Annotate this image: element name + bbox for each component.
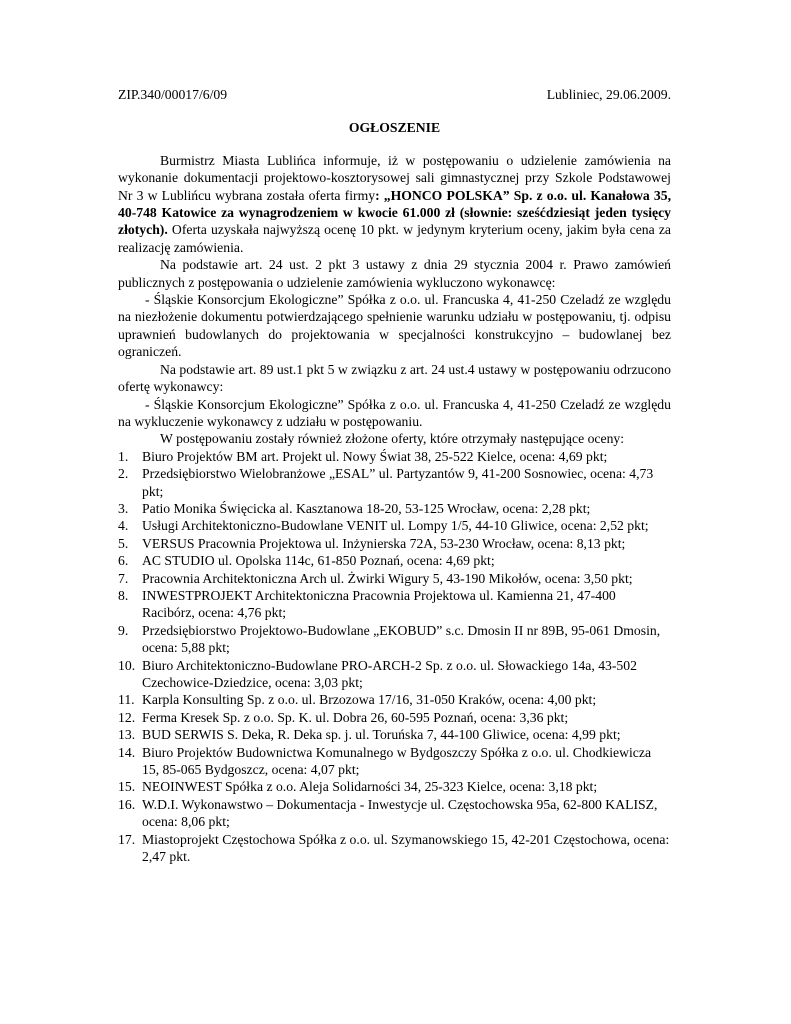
list-item-text: Patio Monika Święcicka al. Kasztanowa 18-20, 53-125 Wrocław, ocena: 2,28 pkt; [142, 500, 591, 516]
excluded-paragraph: Na podstawie art. 24 ust. 2 pkt 3 ustawy z dnia 29 stycznia 2004 r. Prawo zamówień publicznych z postępowania o udzielenie zamówienia wykluczono wykonawcę: [118, 257, 671, 290]
list-item [118, 570, 671, 587]
list-item [118, 796, 671, 831]
excluded-contractor: - Śląskie Konsorcjum Ekologiczne” Spółka z o.o. ul. Francuska 4, 41-250 Czeladź ze względu na niezłożenie dokumentu potwierdzającego spełnienie warunku udziału w postępowaniu, tj. odpisu uprawnień budowlanych do projektowania w specjalności konstrukcyjno – budowlanej bez ograniczeń. [118, 292, 671, 360]
list-item-number: 10. [118, 657, 136, 673]
list-item-number: 5. [118, 535, 129, 551]
list-item-number: 12. [118, 709, 136, 725]
list-item-number: 11. [118, 692, 135, 708]
list-item-text: Ferma Kresek Sp. z o.o. Sp. K. ul. Dobra 26, 60-595 Poznań, ocena: 3,36 pkt; [142, 709, 569, 725]
list-item [118, 744, 671, 779]
list-item-number: 16. [118, 796, 136, 812]
list-item-text: INWESTPROJEKT Architektoniczna Pracownia Projektowa ul. Kamienna 21, 47-400 Racibórz, ocena: 4,76 pkt; [142, 587, 616, 621]
list-item-text: Pracownia Architektoniczna Arch ul. Żwirki Wigury 5, 43-190 Mikołów, ocena: 3,50 pkt; [142, 570, 633, 586]
list-item [118, 517, 671, 534]
list-item-text: VERSUS Pracownia Projektowa ul. Inżynierska 72A, 53-230 Wrocław, ocena: 8,13 pkt; [142, 535, 626, 551]
rejected-contractor: - Śląskie Konsorcjum Ekologiczne” Spółka z o.o. ul. Francuska 4, 41-250 Czeladź ze względu na wykluczenie wykonawcy z udziału w postępowaniu. [118, 396, 671, 429]
intro-text-2: Oferta uzyskała najwyższą ocenę 10 pkt. w jedynym kryterium oceny, jakim była cena za realizację zamówienia. [118, 222, 671, 255]
list-item [118, 691, 671, 708]
list-item-text: NEOINWEST Spółka z o.o. Aleja Solidarności 34, 25-323 Kielce, ocena: 3,18 pkt; [142, 779, 598, 795]
list-item-number: 17. [118, 831, 136, 847]
list-item [118, 448, 671, 465]
winning-offer: : „HONCO POLSKA” Sp. z o.o. ul. Kanałowa 35, 40-748 Katowice za wynagrodzeniem w kwocie 61.000 zł (słownie: sześćdziesiąt jeden tysięcy złotych). [118, 187, 671, 238]
list-item [118, 726, 671, 743]
list-item-text: Biuro Projektów BM art. Projekt ul. Nowy Świat 38, 25-522 Kielce, ocena: 4,69 pkt; [142, 448, 608, 464]
place-and-date: Lubliniec, 29.06.2009. [546, 87, 671, 102]
list-item [118, 657, 671, 692]
list-item-text: Karpla Konsulting Sp. z o.o. ul. Brzozowa 17/16, 31-050 Kraków, ocena: 4,00 pkt; [142, 692, 597, 708]
list-item [118, 535, 671, 552]
rejected-paragraph: Na podstawie art. 89 ust.1 pkt 5 w związku z art. 24 ust.4 ustawy w postępowaniu odrzucono ofertę wykonawcy: [118, 361, 671, 395]
list-item-number: 2. [118, 466, 129, 482]
list-item-text: Biuro Architektoniczno-Budowlane PRO-ARCH-2 Sp. z o.o. ul. Słowackiego 14a, 43-502 Czechowice-Dziedzice, ocena: 3,03 pkt; [142, 657, 637, 690]
list-item-number: 9. [118, 622, 129, 638]
offers-list [118, 448, 671, 866]
list-item [118, 552, 671, 569]
document-title: OGŁOSZENIE [348, 120, 441, 136]
list-item-number: 1. [118, 448, 129, 464]
offers-intro: W postępowaniu zostały również złożone oferty, które otrzymały następujące oceny: [160, 431, 625, 447]
document-page [118, 86, 671, 865]
list-item [118, 500, 671, 517]
list-item-number: 15. [118, 779, 136, 795]
list-item [118, 709, 671, 726]
list-item-number: 6. [118, 553, 129, 569]
list-item-text: Miastoprojekt Częstochowa Spółka z o.o. ul. Szymanowskiego 15, 42-201 Częstochowa, ocena: 2,47 pkt. [142, 831, 670, 865]
list-item-text: AC STUDIO ul. Opolska 114c, 61-850 Poznań, ocena: 4,69 pkt; [142, 553, 495, 569]
list-item-number: 8. [118, 587, 129, 603]
list-item-number: 7. [118, 570, 129, 586]
list-item [118, 831, 671, 866]
list-item [118, 587, 671, 622]
list-item [118, 778, 671, 795]
intro-paragraph [118, 152, 671, 256]
list-item-text: W.D.I. Wykonawstwo – Dokumentacja - Inwestycje ul. Częstochowska 95a, 62-800 KALISZ, ocena: 8,06 pkt; [142, 796, 658, 830]
list-item-text: BUD SERWIS S. Deka, R. Deka sp. j. ul. Toruńska 7, 44-100 Gliwice, ocena: 4,99 pkt; [142, 727, 621, 743]
list-item-number: 13. [118, 727, 136, 743]
list-item-text: Przedsiębiorstwo Projektowo-Budowlane „EKOBUD” s.c. Dmosin II nr 89B, 95-061 Dmosin, ocena: 5,88 pkt; [142, 622, 661, 656]
list-item-text: Przedsiębiorstwo Wielobranżowe „ESAL” ul. Partyzantów 9, 41-200 Sosnowiec, ocena: 4,73 pkt; [142, 466, 654, 499]
list-item-text: Biuro Projektów Budownictwa Komunalnego w Bydgoszczy Spółka z o.o. ul. Chodkiewicza 15, 85-065 Bydgoszcz, ocena: 4,07 pkt; [142, 744, 652, 778]
list-item-number: 3. [118, 500, 129, 516]
list-item-number: 14. [118, 744, 136, 760]
reference-number: ZIP.340/00017/6/09 [118, 87, 228, 102]
list-item-text: Usługi Architektoniczno-Budowlane VENIT ul. Lompy 1/5, 44-10 Gliwice, ocena: 2,52 pkt; [142, 518, 649, 534]
intro-text-1: Burmistrz Miasta Lublińca informuje, iż w postępowaniu o udzielenie zamówienia na wykonanie dokumentacji projektowo-kosztorysowej sali gimnastycznej przy Szkole Podstawowej Nr 3 w Lublińcu wybrana została oferta firmy [118, 152, 671, 203]
document-header [118, 86, 671, 103]
list-item [118, 622, 671, 657]
list-item [118, 465, 671, 500]
list-item-number: 4. [118, 518, 129, 534]
